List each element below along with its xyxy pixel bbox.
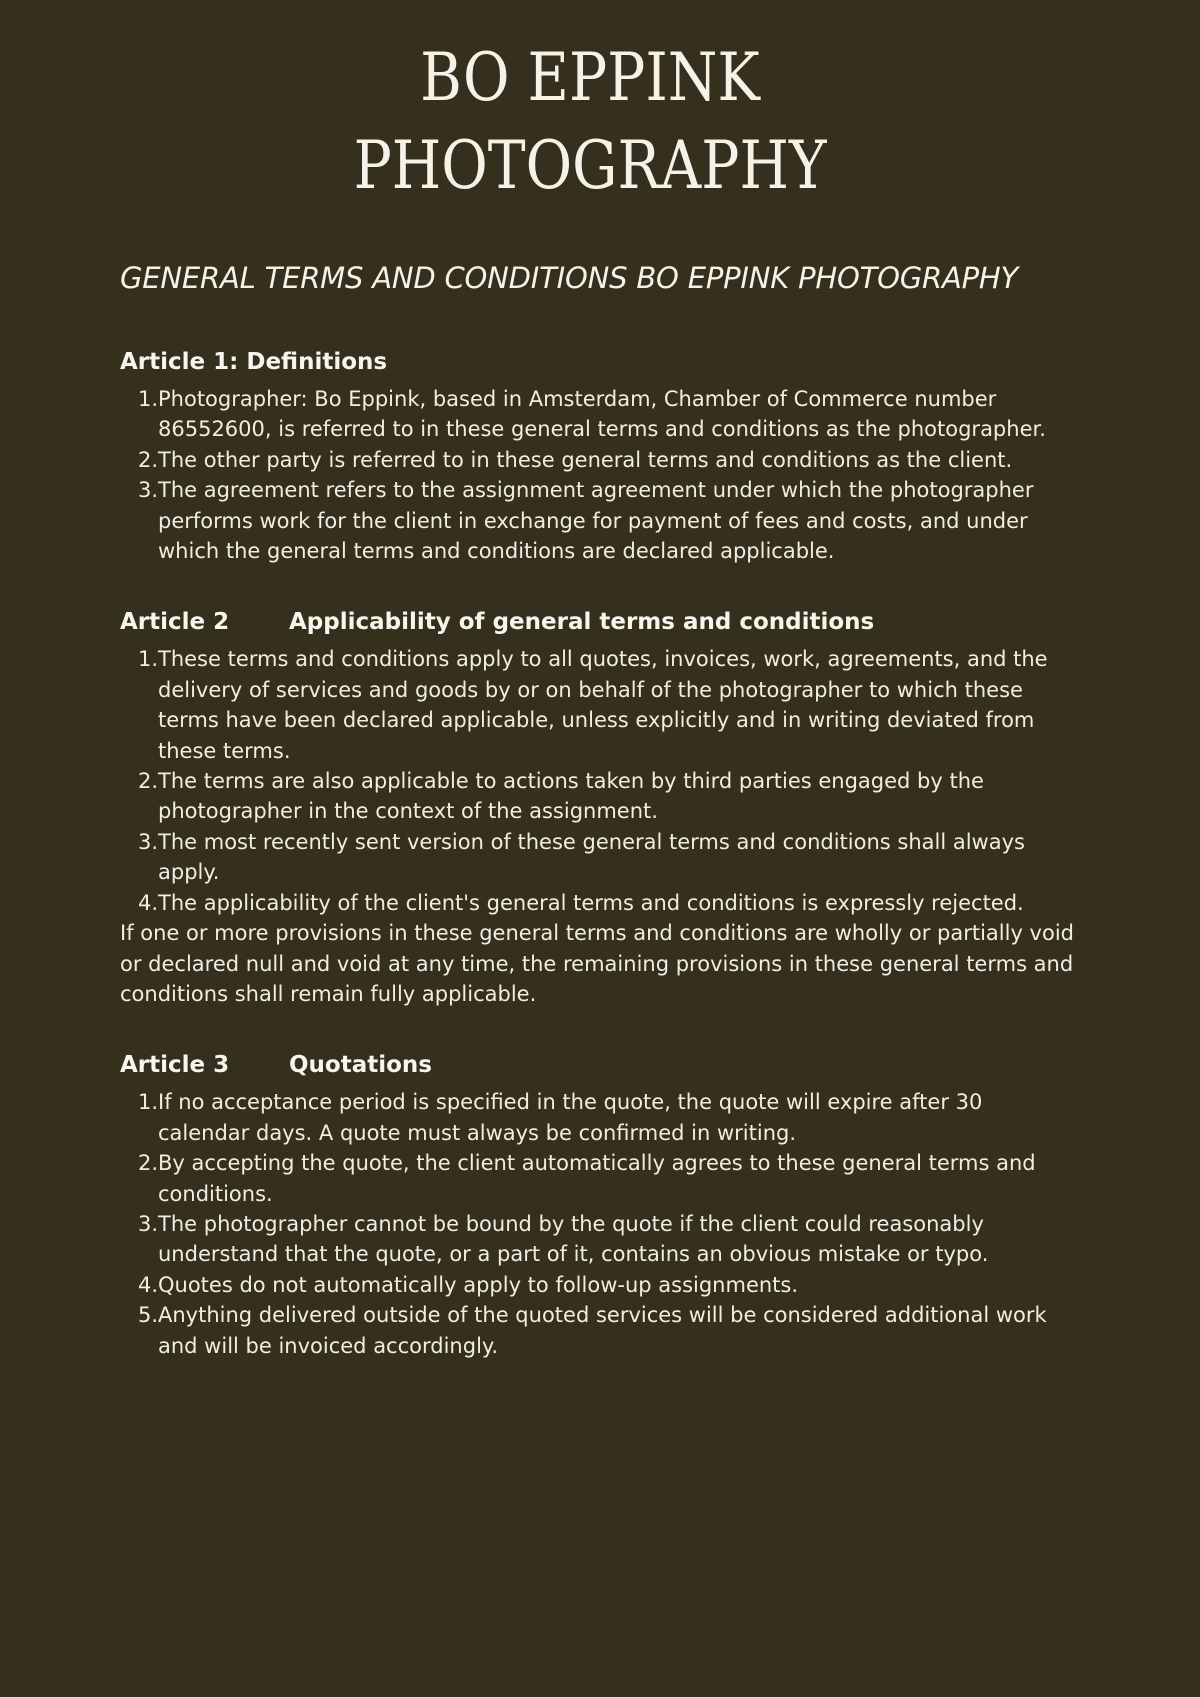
document-body (120, 258, 1075, 1401)
clause-text: Quotes do not automatically apply to follow-up assignments. (158, 1272, 799, 1297)
clause-number: 3. (137, 1211, 158, 1236)
article-heading (120, 1049, 1075, 1081)
article-heading (120, 346, 1075, 378)
article-2 (120, 606, 1075, 1009)
clause-number: 2. (137, 1151, 158, 1176)
clause-item (120, 1148, 1075, 1209)
brand-logo (83, 34, 1098, 210)
clause-item (120, 445, 1075, 475)
clause-item (120, 1270, 1075, 1300)
article-number: Article 2 (120, 609, 230, 636)
clause-list (120, 384, 1075, 566)
clause-number: 3. (137, 829, 158, 854)
clause-number: 1. (137, 1090, 158, 1115)
clause-number: 3. (137, 478, 158, 503)
clause-text: The other party is referred to in these general terms and conditions as the client. (158, 447, 1013, 472)
clause-number: 2. (137, 447, 158, 472)
clause-text: These terms and conditions apply to all quotes, invoices, work, agreements, and the delivery of services and goods by or on behalf of the photographer to which these terms have been declared applicable, unless explicitly and in writing deviated from these terms. (158, 647, 1048, 763)
clause-item (120, 766, 1075, 827)
clause-number: 1. (137, 387, 158, 411)
clause-number: 4. (137, 890, 158, 915)
clause-text: Anything delivered outside of the quoted services will be considered additional work and will be invoiced accordingly. (158, 1303, 1047, 1358)
clause-item (120, 1209, 1075, 1270)
clause-text: The agreement refers to the assignment agreement under which the photographer performs work for the client in exchange for payment of fees and costs, and under which the general terms and conditions are declared applicable. (158, 478, 1034, 564)
clause-text: By accepting the quote, the client automatically agrees to these general terms and conditions. (158, 1151, 1036, 1206)
clause-text: The photographer cannot be bound by the quote if the client could reasonably understand that the quote, or a part of it, contains an obvious mistake or typo. (158, 1211, 989, 1267)
clause-text: Photographer: Bo Eppink, based in Amsterdam, Chamber of Commerce number 86552600, is referred to in these general terms and conditions as the photographer. (158, 387, 1046, 442)
article-3 (120, 1049, 1075, 1361)
brand-name-line1: BO EPPINK (420, 39, 760, 116)
clause-number: 5. (137, 1303, 158, 1328)
article-number: Article 1: Definitions (120, 349, 388, 375)
article-closing-paragraph: If one or more provisions in these general terms and conditions are wholly or partially void or declared null and void at any time, the remaining provisions in these general terms and conditions shall remain fully applicable. (120, 921, 1074, 1006)
article-number: Article 3 (120, 1052, 230, 1079)
clause-list (120, 1087, 1075, 1361)
clause-text: The applicability of the client's general terms and conditions is expressly rejected. (158, 890, 1024, 915)
clause-item (120, 827, 1075, 888)
clause-text: If no acceptance period is specified in the quote, the quote will expire after 30 calendar days. A quote must always be confirmed in writing. (158, 1090, 983, 1145)
clause-text: The most recently sent version of these general terms and conditions shall always apply. (158, 829, 1025, 885)
document-title: GENERAL TERMS AND CONDITIONS BO EPPINK PHOTOGRAPHY (120, 261, 1019, 295)
article-1 (120, 346, 1075, 566)
clause-number: 4. (137, 1272, 158, 1297)
clause-item (120, 1300, 1075, 1361)
clause-item (120, 644, 1075, 766)
clause-number: 1. (137, 647, 158, 672)
clause-text: The terms are also applicable to actions taken by third parties engaged by the photographer in the context of the assignment. (158, 769, 984, 824)
clause-list (120, 644, 1075, 918)
clause-item (120, 475, 1075, 566)
article-title: Applicability of general terms and conditions (289, 609, 875, 636)
clause-item (120, 888, 1075, 918)
clause-item (120, 384, 1075, 445)
article-title: Quotations (289, 1052, 432, 1079)
clause-item (120, 1087, 1075, 1148)
clause-number: 2. (137, 769, 158, 794)
article-heading (120, 606, 1075, 638)
brand-name-line2: PHOTOGRAPHY (353, 127, 827, 204)
